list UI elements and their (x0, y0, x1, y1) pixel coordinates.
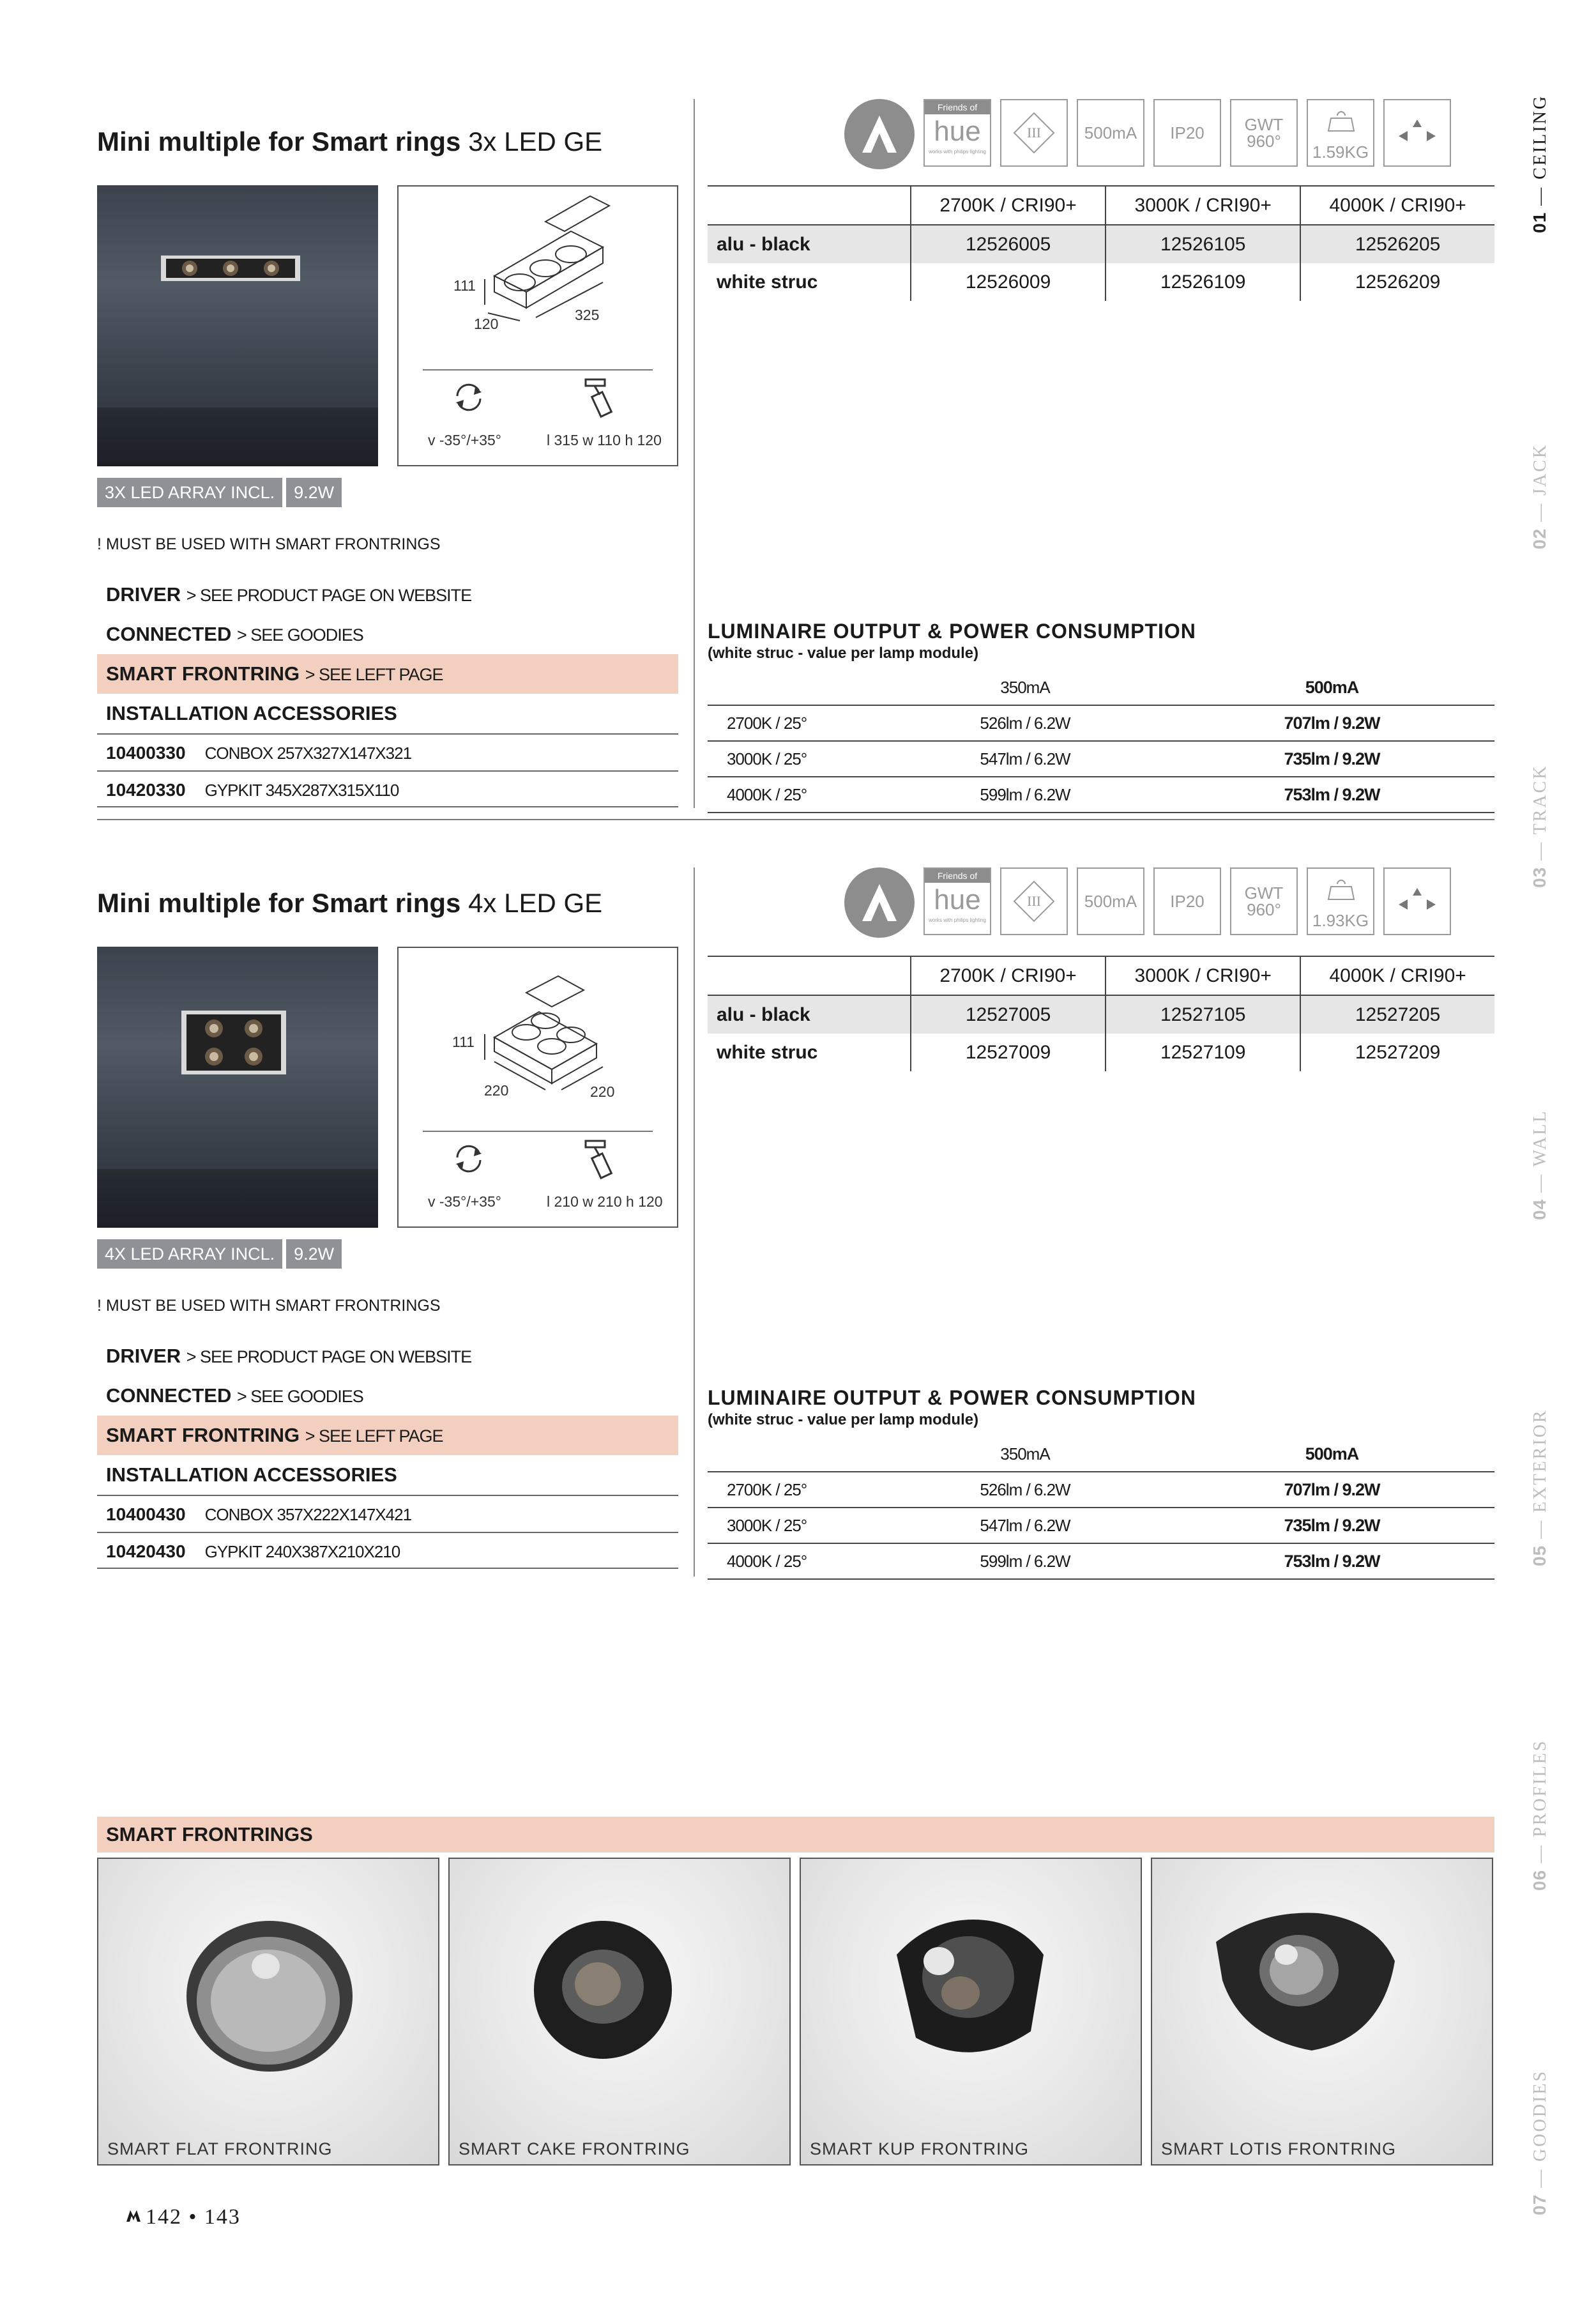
led-array-tag: 4X LED ARRAY INCL. (97, 1239, 282, 1269)
output-table: 350mA 500mA 2700K / 25° 526lm / 6.2W 707lm / 9.2W 3000K / 25° 547lm / 6.2W 735lm / 9.2W 4000K / 25° 599lm / 6.2W 753lm / 9.2W (708, 1437, 1494, 1580)
accessories-heading: INSTALLATION ACCESSORIES (106, 702, 397, 724)
frontring-card-cake (448, 1858, 791, 2165)
accessory-row: 10400430 CONBOX 357X222X147X421 (97, 1495, 678, 1532)
frontring-flat-image (98, 1859, 438, 2127)
nav-goodies[interactable]: 07 — GOODIES (1530, 2069, 1550, 2215)
dim-height: 111 (453, 277, 476, 294)
code-header: 2700K / CRI90+ (911, 186, 1106, 225)
class-iii-icon: III (1000, 867, 1068, 935)
frontring-kup-image (801, 1859, 1141, 2127)
rotate-icon (450, 378, 488, 416)
spec-connected: CONNECTED > SEE GOODIES (106, 623, 363, 645)
accessory-row: 10420430 GYPKIT 240X387X210X210 (97, 1532, 678, 1569)
brand-logo-icon (844, 867, 915, 938)
hue-compatible-icon: Friends of hue works with philips lighting (923, 867, 991, 935)
frontring-label: SMART KUP FRONTRING (810, 2139, 1030, 2158)
output-heading: LUMINAIRE OUTPUT & POWER CONSUMPTION (708, 1386, 1196, 1409)
page-numbers: 142 • 143 (146, 2205, 241, 2229)
frontring-lotis-image (1152, 1859, 1492, 2127)
spec-connected: CONNECTED > SEE GOODIES (106, 1384, 363, 1407)
frontring-card-kup (800, 1858, 1142, 2165)
wattage-tag: 9.2W (286, 1239, 342, 1269)
nav-jack[interactable]: 02 — JACK (1530, 443, 1550, 549)
accessory-row: 10400330 CONBOX 257X327X147X321 (97, 733, 678, 770)
code-header: 4000K / CRI90+ (1300, 956, 1494, 995)
led-array-tag: 3X LED ARRAY INCL. (97, 478, 282, 507)
code-header: 2700K / CRI90+ (911, 956, 1106, 995)
module-size: l 315 w 110 h 120 (547, 432, 662, 448)
product-codes-table (708, 185, 1494, 301)
nav-track[interactable]: 03 — TRACK (1530, 764, 1550, 888)
rotate-icon (450, 1140, 488, 1178)
spec-tags (97, 478, 342, 507)
output-row: 2700K / 25° 526lm / 6.2W 707lm / 9.2W (708, 1472, 1494, 1508)
product-codes-table (708, 956, 1494, 1071)
adjustable-icon (1383, 867, 1451, 935)
spec-list (97, 1336, 678, 1569)
current-icon: 500mA (1077, 99, 1144, 167)
code-row: white struc 12527009 12527109 12527209 (708, 1034, 1494, 1071)
dimension-drawing (399, 948, 677, 1127)
module-size: l 210 w 210 h 120 (547, 1193, 663, 1210)
spec-driver: DRIVER > SEE PRODUCT PAGE ON WEBSITE (106, 1345, 472, 1367)
nav-exterior[interactable]: 05 — EXTERIOR (1530, 1409, 1550, 1566)
spec-tags (97, 1239, 342, 1269)
frontring-card-flat (97, 1858, 439, 2165)
dim-width: 120 (474, 316, 499, 332)
wattage-tag: 9.2W (286, 478, 342, 507)
product-title-variant: 4x LED GE (468, 888, 603, 918)
frontring-label: SMART CAKE FRONTRING (459, 2139, 690, 2158)
product-title (97, 126, 602, 157)
output-table: 350mA 500mA 2700K / 25° 526lm / 6.2W 707lm / 9.2W 3000K / 25° 547lm / 6.2W 735lm / 9.2W 4000K / 25° 599lm / 6.2W 753lm / 9.2W (708, 670, 1494, 813)
frontring-card-lotis (1151, 1858, 1493, 2165)
output-heading: LUMINAIRE OUTPUT & POWER CONSUMPTION (708, 620, 1196, 643)
nav-profiles[interactable]: 06 — PROFILES (1530, 1739, 1550, 1891)
nav-wall[interactable]: 04 — WALL (1530, 1109, 1550, 1220)
luminaire-output (708, 1386, 1494, 1580)
output-row: 3000K / 25° 547lm / 6.2W 735lm / 9.2W (708, 1508, 1494, 1543)
gwt-icon: GWT 960° (1230, 867, 1298, 935)
output-row: 2700K / 25° 526lm / 6.2W 707lm / 9.2W (708, 705, 1494, 741)
adjustable-icon (1383, 99, 1451, 167)
spec-smart-frontring: SMART FRONTRING > SEE LEFT PAGE (97, 654, 678, 694)
feature-icons (844, 867, 1451, 938)
spot-size-icon (581, 376, 625, 420)
code-header: 3000K / CRI90+ (1106, 186, 1300, 225)
current-icon: 500mA (1077, 867, 1144, 935)
ip-rating-icon: IP20 (1153, 99, 1221, 167)
class-iii-icon: III (1000, 99, 1068, 167)
hue-compatible-icon: Friends of hue works with philips lighting (923, 99, 991, 167)
output-subheading: (white struc - value per lamp module) (708, 1411, 979, 1428)
output-row: 4000K / 25° 599lm / 6.2W 753lm / 9.2W (708, 1543, 1494, 1579)
dim-height: 111 (452, 1034, 475, 1050)
dimension-drawing (399, 187, 677, 365)
weight-icon: 1.59KG (1307, 99, 1374, 167)
feature-icons (844, 99, 1451, 169)
code-row: white struc 12526009 12526109 12526209 (708, 263, 1494, 301)
dim-width: 220 (484, 1082, 509, 1099)
usage-note: ! MUST BE USED WITH SMART FRONTRINGS (97, 535, 441, 553)
product-title-variant: 3x LED GE (468, 126, 603, 157)
product-photo (97, 947, 378, 1228)
product-title-bold: Mini multiple for Smart rings (97, 888, 461, 918)
code-header: 3000K / CRI90+ (1106, 956, 1300, 995)
page-footer (146, 2205, 241, 2229)
tilt-range: v -35°/+35° (428, 432, 501, 448)
spec-driver: DRIVER > SEE PRODUCT PAGE ON WEBSITE (106, 583, 472, 606)
product-title (97, 888, 602, 919)
weight-icon: 1.93KG (1307, 867, 1374, 935)
code-header: 4000K / CRI90+ (1300, 186, 1494, 225)
luminaire-output (708, 620, 1494, 813)
dim-length: 325 (575, 307, 600, 323)
spec-smart-frontring: SMART FRONTRING > SEE LEFT PAGE (97, 1416, 678, 1455)
frontrings-heading: SMART FRONTRINGS (97, 1817, 1494, 1852)
accessories-heading: INSTALLATION ACCESSORIES (106, 1463, 397, 1486)
frontring-cake-image (450, 1859, 789, 2127)
brand-logo-icon (844, 99, 915, 169)
frontring-label: SMART FLAT FRONTRING (107, 2139, 333, 2158)
code-row: alu - black 12527005 12527105 12527205 (708, 995, 1494, 1034)
accessory-row: 10420330 GYPKIT 345X287X315X110 (97, 770, 678, 807)
frontring-label: SMART LOTIS FRONTRING (1161, 2139, 1397, 2158)
technical-drawing (397, 185, 678, 466)
spot-size-icon (581, 1137, 625, 1182)
spec-list (97, 575, 678, 807)
tilt-range: v -35°/+35° (428, 1193, 501, 1210)
brand-logo-icon (125, 2209, 142, 2223)
usage-note: ! MUST BE USED WITH SMART FRONTRINGS (97, 1297, 441, 1315)
code-row: alu - black 12526005 12526105 12526205 (708, 225, 1494, 263)
product-title-bold: Mini multiple for Smart rings (97, 126, 461, 157)
nav-ceiling[interactable]: 01 — CEILING (1530, 94, 1550, 233)
output-row: 3000K / 25° 547lm / 6.2W 735lm / 9.2W (708, 741, 1494, 777)
output-row: 4000K / 25° 599lm / 6.2W 753lm / 9.2W (708, 777, 1494, 813)
product-photo (97, 185, 378, 466)
output-subheading: (white struc - value per lamp module) (708, 645, 979, 662)
ip-rating-icon: IP20 (1153, 867, 1221, 935)
dim-length: 220 (590, 1083, 615, 1100)
gwt-icon: GWT 960° (1230, 99, 1298, 167)
technical-drawing (397, 947, 678, 1228)
